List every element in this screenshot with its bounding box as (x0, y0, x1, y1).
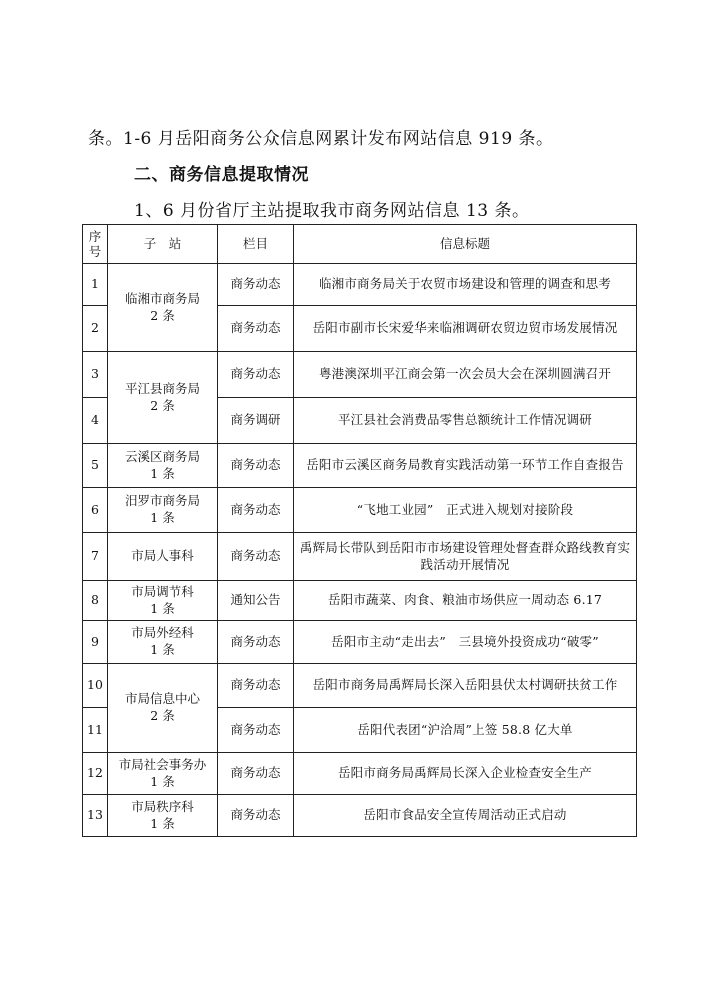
column-cell: 商务动态 (218, 444, 294, 488)
row-number: 8 (83, 581, 108, 621)
section-heading: 二、商务信息提取情况 (134, 165, 309, 185)
station-name: 临湘市商务局 (124, 290, 200, 306)
column-cell: 商务动态 (218, 795, 294, 837)
table-row (83, 488, 637, 533)
table-row (83, 664, 637, 708)
station-name: 汨罗市商务局 (124, 493, 200, 509)
header-title: 信息标题 (294, 225, 637, 264)
row-number: 2 (83, 306, 108, 352)
station-count: 1 条 (150, 773, 175, 789)
title-cell: 临湘市商务局关于农贸市场建设和管理的调查和思考 (294, 264, 637, 306)
title-cell: 岳阳市商务局禹辉局长深入岳阳县伏太村调研扶贫工作 (294, 664, 637, 708)
station-cell (108, 664, 218, 753)
column-cell: 商务动态 (218, 708, 294, 753)
table-row (83, 444, 637, 488)
station-name: 市局社会事务办 (118, 756, 207, 772)
station-count: 1 条 (150, 510, 175, 525)
column-cell: 通知公告 (218, 581, 294, 621)
column-cell: 商务动态 (218, 664, 294, 708)
table-row (83, 533, 637, 581)
table-header-row (83, 225, 637, 264)
station-count: 1 条 (150, 465, 175, 481)
paragraph-line-1: 条。1-6 月岳阳商务公众信息网累计发布网站信息 919 条。 (88, 129, 554, 149)
title-cell: 岳阳市主动“走出去” 三县境外投资成功“破零” (294, 621, 637, 664)
column-cell: 商务动态 (218, 488, 294, 533)
row-number: 7 (83, 533, 108, 581)
row-number: 11 (83, 708, 108, 753)
station-cell (108, 488, 218, 533)
row-number: 5 (83, 444, 108, 488)
station-cell (108, 621, 218, 664)
station-name: 市局秩序科 (131, 798, 194, 814)
station-count: 2 条 (150, 307, 175, 323)
info-table (82, 224, 637, 837)
title-cell: 禹辉局长带队到岳阳市市场建设管理处督查群众路线教育实践活动开展情况 (294, 533, 637, 581)
station-cell (108, 581, 218, 621)
table-row (83, 264, 637, 306)
row-number: 13 (83, 795, 108, 837)
station-name: 市局信息中心 (124, 691, 200, 707)
station-count: 1 条 (150, 600, 175, 616)
station-cell (108, 264, 218, 352)
title-cell: 岳阳市云溪区商务局教育实践活动第一环节工作自查报告 (294, 444, 637, 488)
station-cell (108, 352, 218, 444)
title-cell: “飞地工业园” 正式进入规划对接阶段 (294, 488, 637, 533)
table-row (83, 795, 637, 837)
station-count: 1 条 (150, 642, 175, 657)
header-no: 序号 (83, 225, 108, 264)
header-column: 栏目 (218, 225, 294, 264)
title-cell: 岳阳市副市长宋爱华来临湘调研农贸边贸市场发展情况 (294, 306, 637, 352)
row-number: 12 (83, 753, 108, 795)
column-cell: 商务动态 (218, 352, 294, 398)
station-name: 云溪区商务局 (124, 448, 200, 464)
row-number: 10 (83, 664, 108, 708)
row-number: 1 (83, 264, 108, 306)
station-cell (108, 753, 218, 795)
row-number: 4 (83, 398, 108, 444)
station-count: 2 条 (150, 397, 175, 413)
station-name: 市局调节科 (131, 583, 194, 599)
title-cell: 平江县社会消费品零售总额统计工作情况调研 (294, 398, 637, 444)
column-cell: 商务动态 (218, 533, 294, 581)
title-cell: 岳阳市商务局禹辉局长深入企业检查安全生产 (294, 753, 637, 795)
station-name: 市局人事科 (131, 548, 194, 564)
row-number: 6 (83, 488, 108, 533)
station-name: 平江县商务局 (124, 380, 200, 396)
table-body (83, 264, 637, 837)
row-number: 3 (83, 352, 108, 398)
station-count: 1 条 (150, 815, 175, 831)
table-row (83, 621, 637, 664)
station-name: 市局外经科 (131, 625, 194, 641)
table-row (83, 581, 637, 621)
station-cell (108, 795, 218, 837)
title-cell: 岳阳市食品安全宣传周活动正式启动 (294, 795, 637, 837)
column-cell: 商务动态 (218, 621, 294, 664)
column-cell: 商务调研 (218, 398, 294, 444)
station-cell (108, 444, 218, 488)
column-cell: 商务动态 (218, 753, 294, 795)
row-number: 9 (83, 621, 108, 664)
table-row (83, 753, 637, 795)
table-row (83, 352, 637, 398)
station-count: 2 条 (150, 708, 175, 723)
paragraph-line-3: 1、6 月份省厅主站提取我市商务网站信息 13 条。 (134, 201, 530, 221)
header-station: 子 站 (108, 225, 218, 264)
title-cell: 岳阳市蔬菜、肉食、粮油市场供应一周动态 6.17 (294, 581, 637, 621)
column-cell: 商务动态 (218, 264, 294, 306)
title-cell: 粤港澳深圳平江商会第一次会员大会在深圳圆满召开 (294, 352, 637, 398)
station-cell (108, 533, 218, 581)
title-cell: 岳阳代表团“沪洽周”上签 58.8 亿大单 (294, 708, 637, 753)
column-cell: 商务动态 (218, 306, 294, 352)
